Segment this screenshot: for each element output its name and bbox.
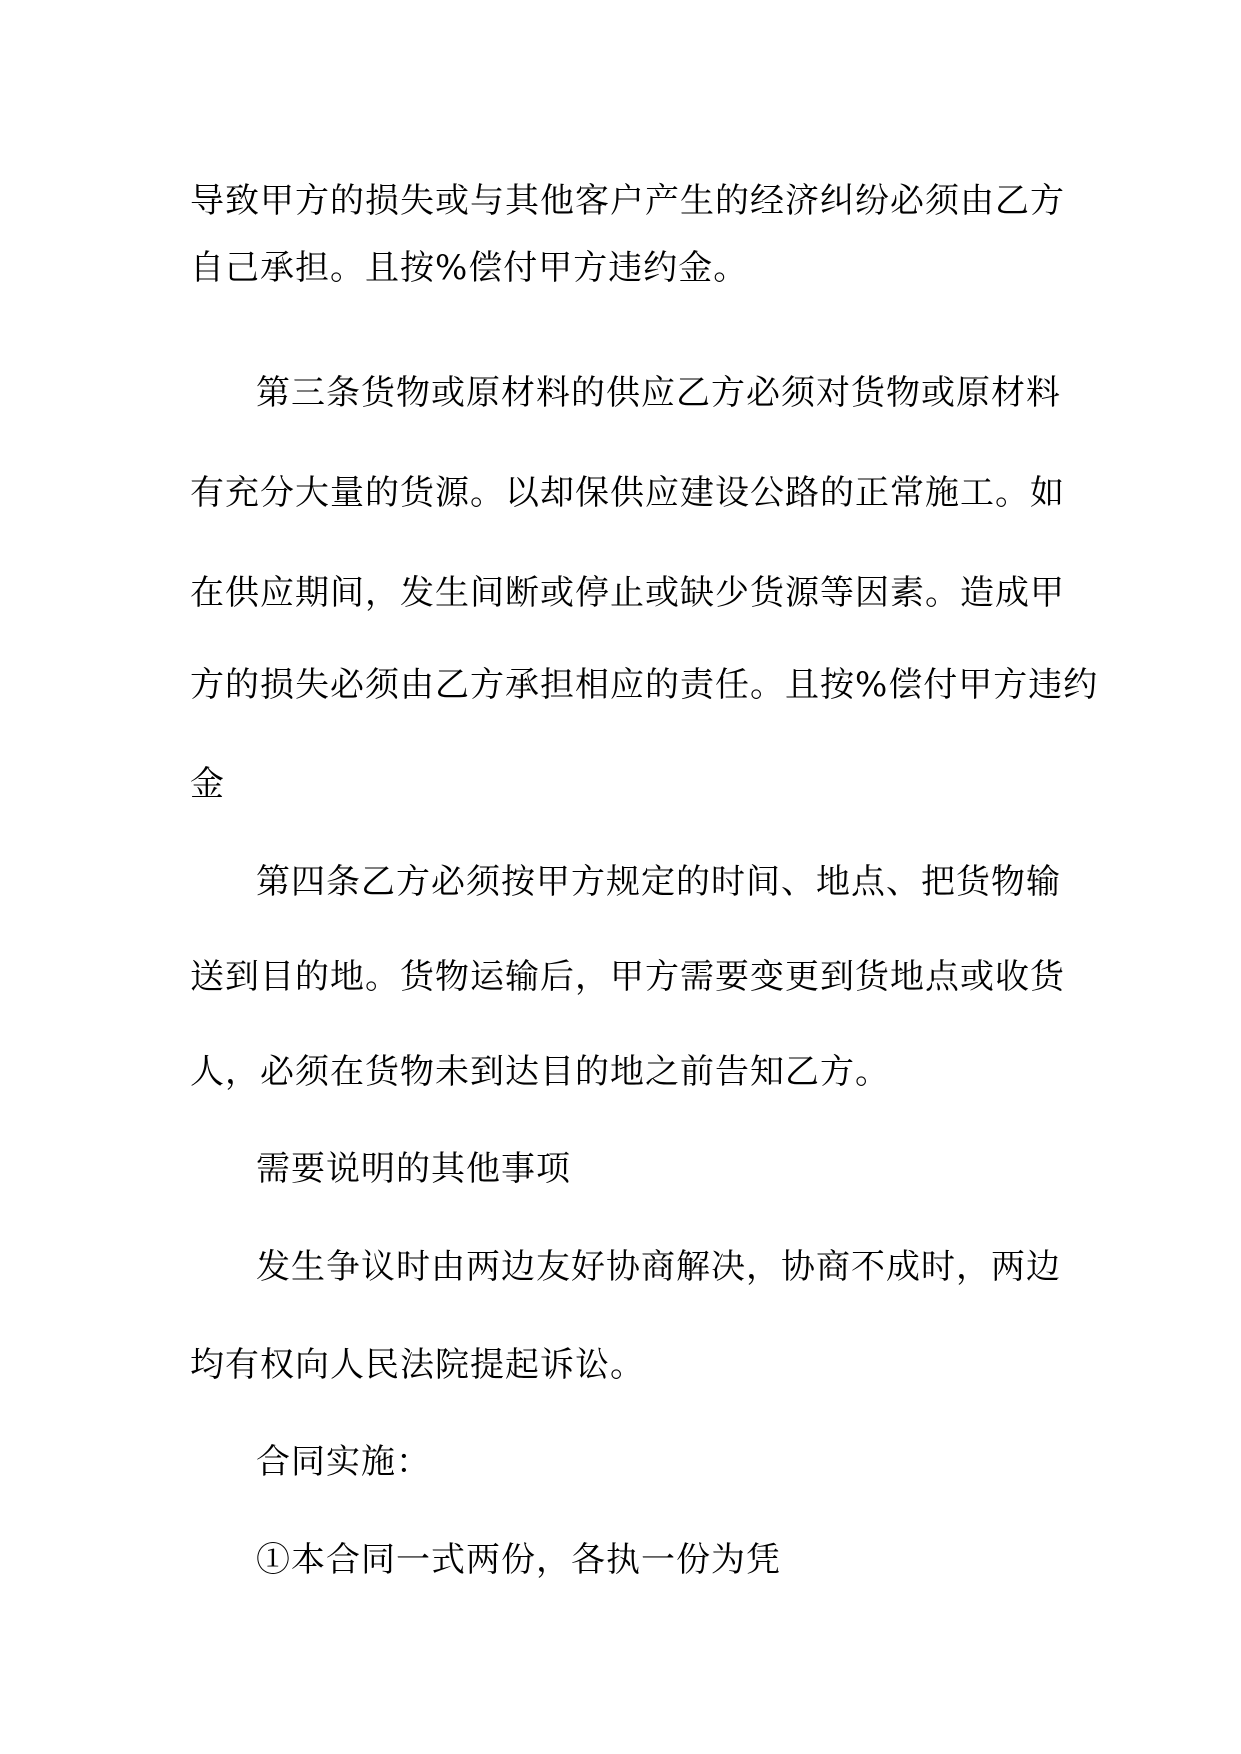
section-heading-other-matters: 需要说明的其他事项 <box>256 1149 571 1189</box>
section-heading-implementation: 合同实施： <box>256 1442 431 1482</box>
text-line: 自己承担。且按%偿付甲方违约金。 <box>190 248 749 288</box>
list-item-copies: ①本合同一式两份，各执一份为凭 <box>256 1540 781 1580</box>
text-line: 均有权向人民法院提起诉讼。 <box>190 1345 645 1385</box>
text-line: 金 <box>190 764 225 804</box>
text-line: 方的损失必须由乙方承担相应的责任。且按%偿付甲方违约 <box>190 665 1099 705</box>
paragraph-article-4: 第四条乙方必须按甲方规定的时间、地点、把货物输 <box>256 862 1061 902</box>
text-line: 在供应期间，发生间断或停止或缺少货源等因素。造成甲 <box>190 573 1065 613</box>
paragraph-article-3: 第三条货物或原材料的供应乙方必须对货物或原材料 <box>256 373 1061 413</box>
text-line: 有充分大量的货源。以却保供应建设公路的正常施工。如 <box>190 473 1065 513</box>
text-line: 人，必须在货物未到达目的地之前告知乙方。 <box>190 1052 890 1092</box>
paragraph-dispute: 发生争议时由两边友好协商解决，协商不成时，两边 <box>256 1247 1061 1287</box>
text-line: 送到目的地。货物运输后，甲方需要变更到货地点或收货 <box>190 957 1065 997</box>
text-line: 导致甲方的损失或与其他客户产生的经济纠纷必须由乙方 <box>190 181 1065 221</box>
